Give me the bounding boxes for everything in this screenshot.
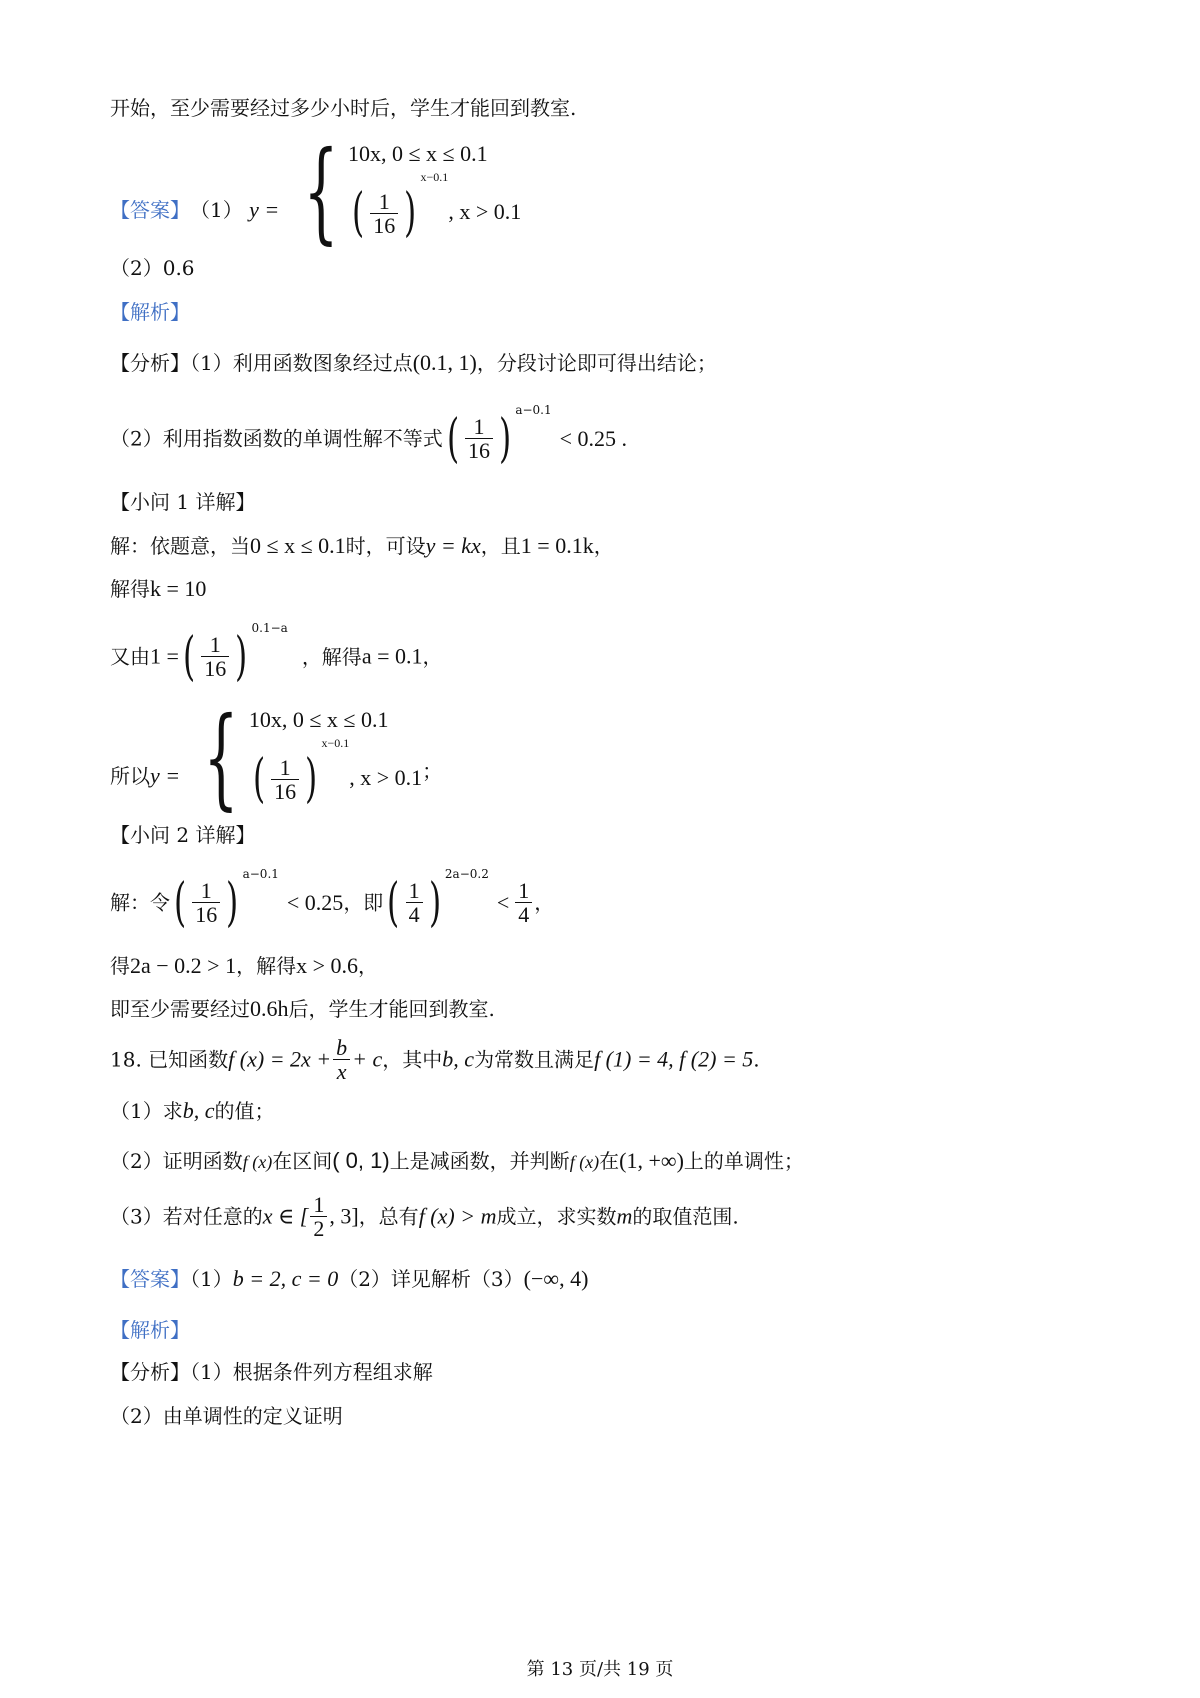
denominator: 4 <box>518 902 530 927</box>
analysis-text: ，分段讨论即可得出结论； <box>476 351 717 375</box>
piecewise-system <box>248 706 423 810</box>
question-text: 的取值范围. <box>632 1204 739 1229</box>
paren-fraction <box>348 183 421 244</box>
solution-text: 即至少需要经过 <box>110 997 250 1021</box>
brace-glyph: { <box>303 127 339 255</box>
answer-label: 【答案】 <box>110 198 190 222</box>
solution-text: 时，可设 <box>345 534 426 558</box>
numerator: 1 <box>192 879 220 903</box>
answer-18 <box>110 1268 588 1290</box>
analysis-text: （1）根据条件列方程组求解 <box>190 1360 433 1384</box>
math-interval: (1, +∞) <box>619 1148 684 1173</box>
analysis-text: （2）利用指数函数的单调性解不等式 <box>110 426 443 451</box>
math-ykx: y = kx <box>425 533 481 558</box>
math-answer: b = 2, c = 0 <box>232 1266 339 1291</box>
denominator: 16 <box>204 656 227 681</box>
analysis-label: 【分析】 <box>110 1360 190 1384</box>
math-y-eq: y = <box>150 763 181 788</box>
question-text: 在区间 <box>272 1149 333 1173</box>
solution-text: ，即 <box>343 890 384 915</box>
math-ineq: < 0.25 <box>286 889 344 915</box>
solution-text: 解得 <box>110 577 150 601</box>
math-ineq: < 0.25 . <box>559 425 628 451</box>
math-fx: f (x) <box>569 1152 600 1172</box>
solution-line <box>110 578 206 600</box>
solution-text: 解：令 <box>110 890 170 915</box>
math-conds: f (1) = 4, f (2) = 5 <box>594 1046 754 1072</box>
question-text: （3）若对任意的 <box>110 1204 263 1229</box>
answer-text: （1） <box>190 1267 233 1291</box>
case-2 <box>249 735 423 810</box>
subquestion-2-heading: 【小问 2 详解】 <box>110 823 256 847</box>
question-text: （1）求 <box>110 1099 183 1123</box>
piecewise-system <box>347 140 522 244</box>
numerator: 1 <box>310 1193 327 1217</box>
question-18-1 <box>110 1100 275 1122</box>
question-text: 的值； <box>214 1099 275 1123</box>
numerator: 1 <box>406 879 423 903</box>
denominator: 16 <box>195 902 218 927</box>
denominator: 16 <box>468 438 491 463</box>
analysis-text: （1）利用函数图象经过点 <box>190 351 413 375</box>
denominator: x <box>336 1059 347 1085</box>
math-interval-tail: , 3] <box>329 1203 359 1229</box>
case-1: 10x, 0 ≤ x ≤ 0.1 <box>347 140 488 166</box>
math-plus-c: + c <box>352 1046 383 1072</box>
question-text: ，总有 <box>358 1204 419 1229</box>
question-text: （2）证明函数 <box>110 1149 243 1173</box>
subquestion-1-heading: 【小问 1 详解】 <box>110 490 256 514</box>
answer-label: 【答案】 <box>110 1267 190 1291</box>
case-2-tail: , x > 0.1 <box>448 198 522 224</box>
math-point: (0.1, 1) <box>412 350 477 375</box>
solution-text: 解：依题意，当 <box>110 534 250 558</box>
answer-1 <box>110 127 522 255</box>
math-a: a = 0.1 <box>361 643 423 669</box>
question-text: 在 <box>599 1149 620 1173</box>
question-text: . <box>753 1047 760 1072</box>
question-18-3 <box>110 1193 739 1240</box>
case-2-tail: , x > 0.1 <box>349 764 423 790</box>
question-18-2 <box>110 1150 804 1172</box>
brace-glyph: { <box>203 693 239 821</box>
analysis-2 <box>110 403 628 469</box>
math-cond: 0 ≤ x ≤ 0.1 <box>250 533 346 558</box>
answer-text: （2）详见解析（3） <box>338 1267 524 1291</box>
solution-line <box>110 867 555 933</box>
math-ineq: f (x) > m <box>418 1203 497 1229</box>
solution-line <box>110 998 495 1020</box>
solution-text: ，解得 <box>301 644 362 669</box>
answer-2 <box>110 258 195 278</box>
numerator: 1 <box>515 879 532 903</box>
math-ineq: 2a − 0.2 > 1 <box>130 953 237 978</box>
numerator: b <box>333 1036 350 1060</box>
right-paren: ) <box>404 183 417 244</box>
question-text: 成立，求实数 <box>496 1204 617 1229</box>
denominator: 16 <box>274 778 297 804</box>
solution-text: ， <box>534 890 555 915</box>
paren-fraction: ( $\frac{1}{4}$ ) <box>387 872 441 933</box>
fraction <box>310 1193 327 1240</box>
answer-part-2: （2）0.6 <box>110 256 195 280</box>
case-1: 10x, 0 ≤ x ≤ 0.1 <box>248 706 389 732</box>
denominator: 16 <box>373 212 396 238</box>
solution-text: ， <box>422 644 443 669</box>
math-answer-interval: (−∞, 4) <box>523 1266 589 1291</box>
text-line <box>110 98 576 118</box>
exponent: a−0.1 <box>515 403 552 417</box>
exponent: 0.1−a <box>251 621 288 635</box>
math-y-eq: y = <box>249 197 280 222</box>
exponent: 2a−0.2 <box>444 867 489 881</box>
answer-part-label: （1） <box>190 198 243 222</box>
question-text: 为常数且满足 <box>474 1047 595 1072</box>
solution-text: ； <box>422 759 443 783</box>
math-bc: b, c <box>182 1098 215 1123</box>
fraction <box>333 1036 350 1083</box>
solution-line <box>110 955 378 977</box>
math-ineq: x > 0.6 <box>296 953 359 978</box>
math-lt: < <box>496 889 510 915</box>
paren-fraction: ( $\frac{1}{16}$ ) <box>182 626 248 687</box>
fraction <box>515 879 532 926</box>
math-time: 0.6h <box>250 996 289 1021</box>
solution-line <box>110 535 614 557</box>
question-text: 上的单调性； <box>683 1149 804 1173</box>
analysis-1 <box>110 352 717 374</box>
question-text: 上是减函数，并判断 <box>389 1149 570 1173</box>
solution-text: 后，学生才能回到教室. <box>288 997 495 1021</box>
analysis-18-1 <box>110 1362 433 1382</box>
left-paren: ( <box>351 183 365 244</box>
solution-line <box>110 621 443 687</box>
exponent: x−0.1 <box>321 735 350 750</box>
question-text: 18. 已知函数 <box>110 1047 229 1072</box>
math-fx: f (x) = 2x + <box>228 1046 332 1072</box>
math-x-in: x ∈ [ <box>262 1203 309 1229</box>
solution-text: 所以 <box>110 764 150 788</box>
analysis-18-2 <box>110 1406 343 1426</box>
paren-fraction: ( $\frac{1}{16}$ ) <box>252 749 318 810</box>
math-fx: f (x) <box>242 1152 273 1172</box>
analysis-label: 【分析】 <box>110 351 190 375</box>
solution-text: ，且 <box>480 534 521 558</box>
exponent: a−0.1 <box>242 867 279 881</box>
case-2 <box>348 169 522 244</box>
jiexi-label: 【解析】 <box>110 300 190 324</box>
solution-text: ，解得 <box>236 954 297 978</box>
question-text: ，其中 <box>382 1047 443 1072</box>
numerator: 1 <box>201 633 229 657</box>
paren-fraction: ( $\frac{1}{16}$ ) <box>174 872 239 933</box>
math-expr <box>249 199 279 221</box>
solution-text: 又由 <box>110 644 150 669</box>
math-k: k = 10 <box>150 576 207 601</box>
math-eq: 1 = 0.1k <box>520 533 594 558</box>
solution-piecewise <box>110 693 443 821</box>
paren-fraction: ( $\frac{1}{16}$ ) <box>446 408 512 469</box>
solution-text: ， <box>593 534 614 558</box>
solution-text: ， <box>358 954 379 978</box>
jiexi-label: 【解析】 <box>110 1318 190 1342</box>
denominator: 2 <box>313 1216 325 1242</box>
solution-text: 得 <box>110 954 130 978</box>
numerator: 1 <box>370 190 398 214</box>
math-interval: ( 0, 1) <box>332 1148 390 1173</box>
exponent: x−0.1 <box>420 169 449 184</box>
numerator: 1 <box>271 756 299 780</box>
denominator: 4 <box>408 902 420 927</box>
question-18 <box>110 1036 760 1083</box>
math-bc: b, c <box>442 1046 475 1072</box>
page-footer: 第 13 页/共 19 页 <box>526 1659 674 1680</box>
analysis-text: （2）由单调性的定义证明 <box>110 1404 343 1428</box>
numerator: 1 <box>465 415 493 439</box>
math-m: m <box>616 1203 633 1229</box>
math-eq: 1 = <box>150 643 179 669</box>
question-tail: 开始，至少需要经过多少小时后，学生才能回到教室. <box>110 96 577 120</box>
